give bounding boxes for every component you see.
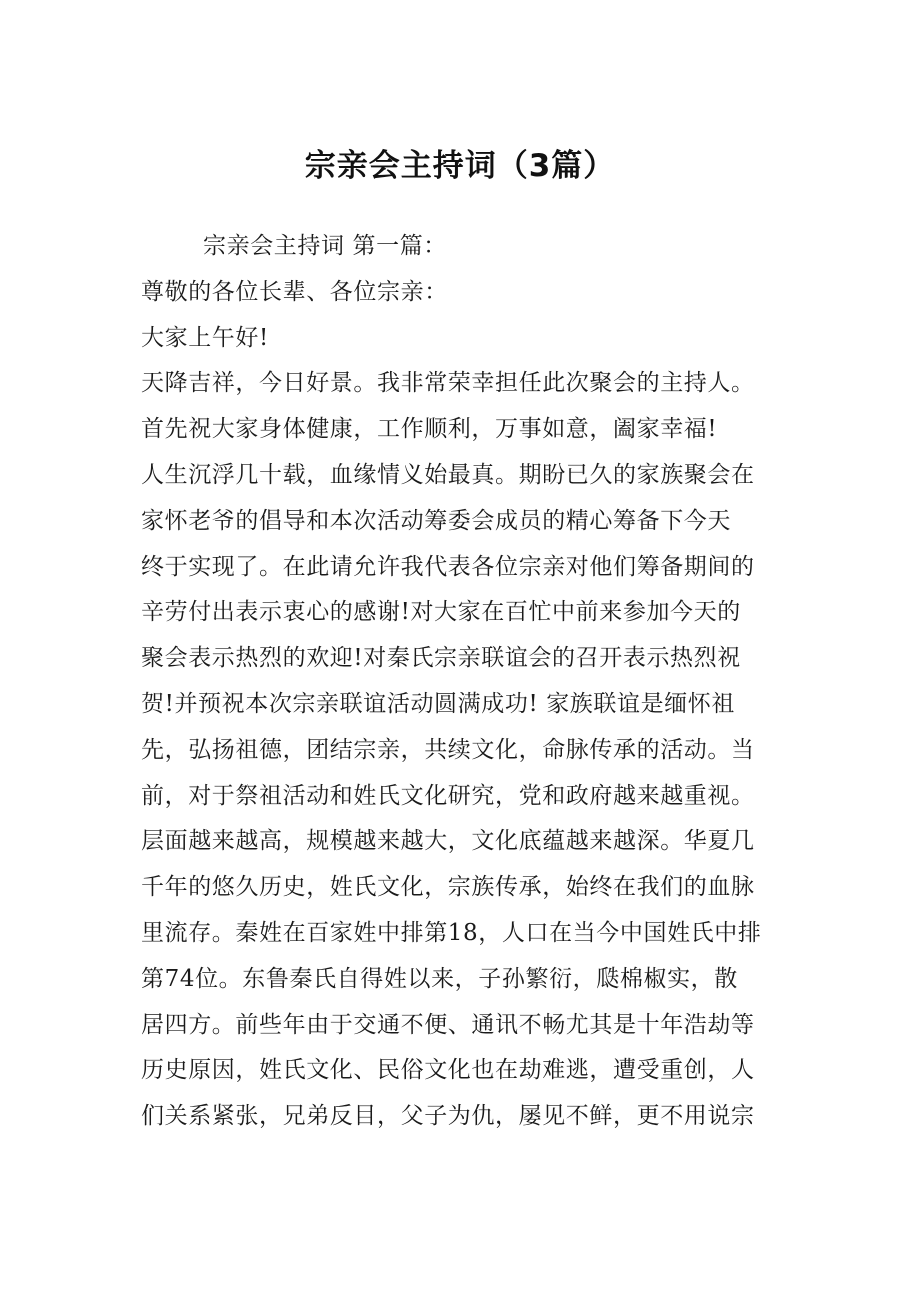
text-line: 里流存。秦姓在百家姓中排第18，人口在当今中国姓氏中排	[141, 919, 762, 946]
section-heading: 宗亲会主持词 第一篇：	[203, 233, 447, 259]
text-line: 们关系紧张，兄弟反目，父子为仇，屡见不鲜，更不用说宗	[141, 1103, 755, 1130]
text-line: 天降吉祥，今日好景。我非常荣幸担任此次聚会的主持人。	[141, 370, 755, 397]
text-line: 先，弘扬祖德，团结宗亲，共续文化，命脉传承的活动。当	[141, 736, 755, 763]
text-line: 第74位。东鲁秦氏自得姓以来，子孙繁衍，瓞棉椒实，散	[141, 965, 738, 992]
text-line: 层面越来越高，规模越来越大，文化底蕴越来越深。华夏几	[141, 828, 755, 855]
text-line: 前，对于祭祖活动和姓氏文化研究，党和政府越来越重视。	[141, 782, 755, 809]
text-line: 人生沉浮几十载，血缘情义始最真。期盼已久的家族聚会在	[141, 461, 755, 488]
text-line: 聚会表示热烈的欢迎!对秦氏宗亲联谊会的召开表示热烈祝	[141, 645, 741, 672]
text-line: 辛劳付出表示衷心的感谢!对大家在百忙中前来参加今天的	[141, 599, 741, 626]
text-line: 首先祝大家身体健康，工作顺利，万事如意，阖家幸福!	[141, 416, 718, 443]
text-line: 千年的悠久历史，姓氏文化，宗族传承，始终在我们的血脉	[141, 874, 755, 901]
text-line: 终于实现了。在此请允许我代表各位宗亲对他们筹备期间的	[141, 553, 755, 580]
text-line: 家怀老爷的倡导和本次活动筹委会成员的精心筹备下今天	[141, 507, 731, 534]
text-line: 居四方。前些年由于交通不便、通讯不畅尤其是十年浩劫等	[141, 1011, 755, 1038]
text-line: 贺!并预祝本次宗亲联谊活动圆满成功! 家族联谊是缅怀祖	[141, 690, 735, 717]
document-title: 宗亲会主持词（3篇）	[304, 148, 616, 184]
text-line: 尊敬的各位长辈、各位宗亲：	[141, 278, 448, 305]
document-body	[141, 224, 801, 1140]
text-line: 大家上午好!	[141, 324, 269, 351]
text-line: 历史原因，姓氏文化、民俗文化也在劫难逃，遭受重创，人	[141, 1057, 755, 1084]
